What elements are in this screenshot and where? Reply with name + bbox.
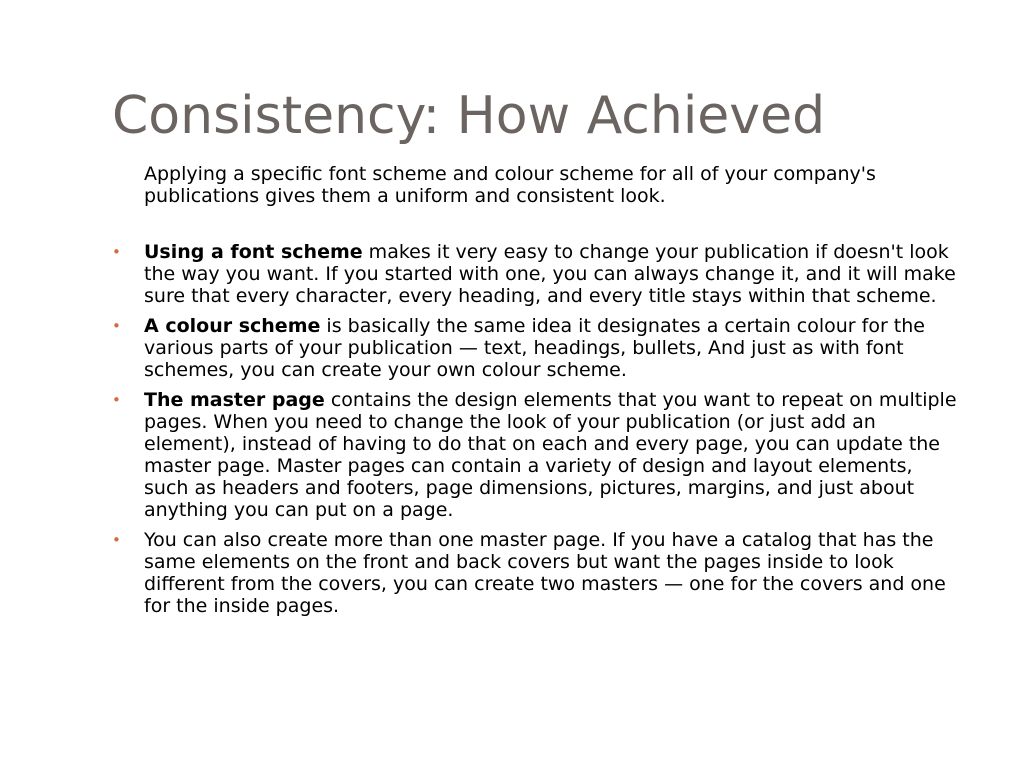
bullet-dot-icon: • bbox=[112, 317, 121, 335]
bullet-item-multiple-masters bbox=[112, 529, 962, 617]
bullet-item-master-page bbox=[112, 389, 962, 521]
bullet-text: is basically the same idea it designates a certain colour for the various parts of your publication — text, headings, bullets, And just as with font schemes, you can create your own colour scheme. bbox=[144, 315, 925, 381]
bullet-item-font-scheme bbox=[112, 241, 962, 307]
bullet-heading: The master page bbox=[144, 389, 325, 411]
bullet-text: makes it very easy to change your publication if doesn't look the way you want. If you started with one, you can always change it, and it will make sure that every character, every heading, and every title stays within that scheme. bbox=[144, 241, 956, 307]
bullet-heading: Using a font scheme bbox=[144, 241, 363, 263]
bullet-text: contains the design elements that you want to repeat on multiple pages. When you need to change the look of your publication (or just add an element), instead of having to do that on each and every page, you can update the master page. Master pages can contain a variety of design and layout elements, such as headers and footers, page dimensions, pictures, margins, and just about anything you can put on a page. bbox=[144, 389, 957, 521]
bullet-heading: A colour scheme bbox=[144, 315, 321, 337]
slide-title: Consistency: How Achieved bbox=[112, 86, 826, 146]
bullet-item-colour-scheme bbox=[112, 315, 962, 381]
bullet-text: You can also create more than one master page. If you have a catalog that has the same elements on the front and back covers but want the pages inside to look different from the covers, you can create two masters — one for the covers and one for the inside pages. bbox=[144, 529, 946, 617]
slide-body bbox=[112, 163, 992, 625]
bullet-dot-icon: • bbox=[112, 391, 121, 409]
bullet-list bbox=[112, 241, 992, 617]
bullet-dot-icon: • bbox=[112, 243, 121, 261]
bullet-dot-icon: • bbox=[112, 531, 121, 549]
intro-paragraph: Applying a specific font scheme and colour scheme for all of your company's publications gives them a uniform and consistent look. bbox=[144, 163, 876, 207]
